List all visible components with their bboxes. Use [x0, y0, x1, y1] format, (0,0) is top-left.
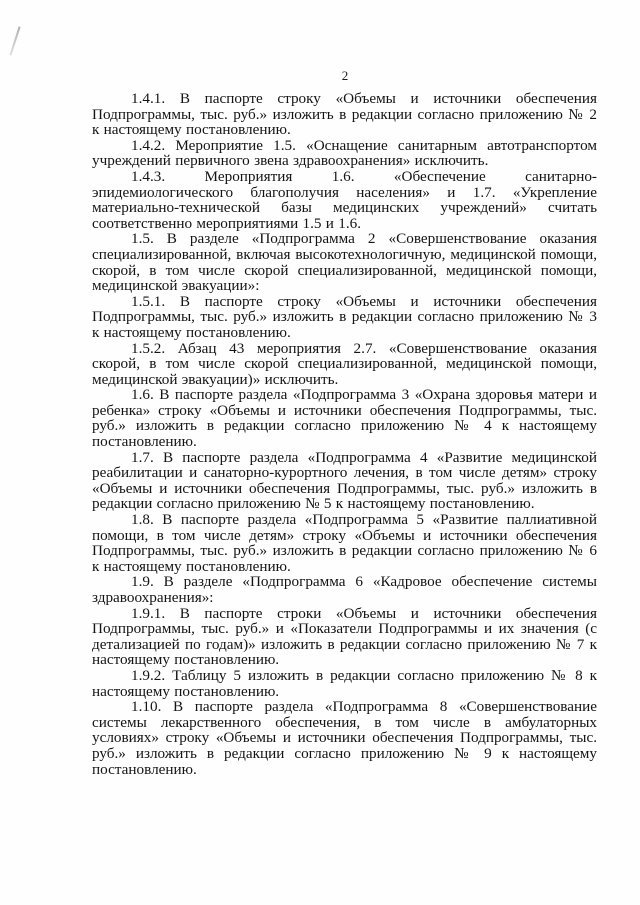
paragraph-1-6: 1.6. В паспорте раздела «Подпрограмма 3 «Охрана здоровья матери и ребенка» строку «Объемы и источники обеспечения Подпрограммы, тыс. руб.» изложить в редакции согласно приложению № 4 к настоящему постановлению. [92, 386, 597, 451]
paragraph-1-5-1: 1.5.1. В паспорте строку «Объемы и источники обеспечения Подпрограммы, тыс. руб.» изложить в редакции согласно приложению № 3 к настоящему постановлению. [92, 292, 597, 341]
paragraph-1-10: 1.10. В паспорте раздела «Подпрограмма 8 «Совершенствование системы лекарственного обеспечения, в том числе в амбулаторных условиях» строку «Объемы и источники обеспечения Подпрограммы, тыс. руб.» изложить в редакции согласно приложению № 9 к настоящему постановлению. [92, 698, 597, 778]
paragraph-1-4-1: 1.4.1. В паспорте строку «Объемы и источники обеспечения Подпрограммы, тыс. руб.» изложить в редакции согласно приложению № 2 к настоящему постановлению. [92, 90, 597, 139]
page-number: 2 [341, 68, 349, 83]
paragraph-1-9-2: 1.9.2. Таблицу 5 изложить в редакции согласно приложению № 8 к настоящему постановлению. [92, 666, 597, 700]
scan-artifact-mark [9, 26, 20, 55]
paragraph-1-7: 1.7. В паспорте раздела «Подпрограмма 4 «Развитие медицинской реабилитации и санаторно-курортного лечения, в том числе детям» строку «Объемы и источники обеспечения Подпрограммы, тыс. руб.» изложить в редакции согласно приложению № 5 к настоящему постановлению. [92, 448, 597, 513]
paragraph-1-9: 1.9. В разделе «Подпрограмма 6 «Кадровое обеспечение системы здравоохранения»: [92, 573, 597, 606]
paragraph-1-4-3: 1.4.3. Мероприятия 1.6. «Обеспечение санитарно-эпидемиологического благополучия населения» и 1.7. «Укрепление материально-технической базы медицинских учреждений» считать соответственно мероприятиями 1.5 и 1.6. [92, 167, 597, 232]
document-body [92, 91, 597, 777]
paragraph-1-5-2: 1.5.2. Абзац 43 мероприятия 2.7. «Совершенствование оказания скорой, в том числе скорой специализированной, медицинской помощи, медицинской эвакуации)» исключить. [92, 339, 597, 388]
paragraph-1-4-2: 1.4.2. Мероприятие 1.5. «Оснащение санитарным автотранспортом учреждений первичного звена здравоохранения» исключить. [92, 136, 597, 170]
paragraph-1-9-1: 1.9.1. В паспорте строки «Объемы и источники обеспечения Подпрограммы, тыс. руб.» и «Показатели Подпрограммы и их значения (с детализацией по годам)» изложить в редакции согласно приложению № 7 к настоящему постановлению. [92, 604, 597, 669]
paragraph-1-8: 1.8. В паспорте раздела «Подпрограмма 5 «Развитие паллиативной помощи, в том числе детям» строку «Объемы и источники обеспечения Подпрограммы, тыс. руб.» изложить в редакции согласно приложению № 6 к настоящему постановлению. [92, 511, 597, 575]
paragraph-1-5: 1.5. В разделе «Подпрограмма 2 «Совершенствование оказания специализированной, включая высокотехнологичную, медицинской помощи, скорой, в том числе скорой специализированной, медицинской помощи, медицинской эвакуации»: [92, 230, 597, 295]
